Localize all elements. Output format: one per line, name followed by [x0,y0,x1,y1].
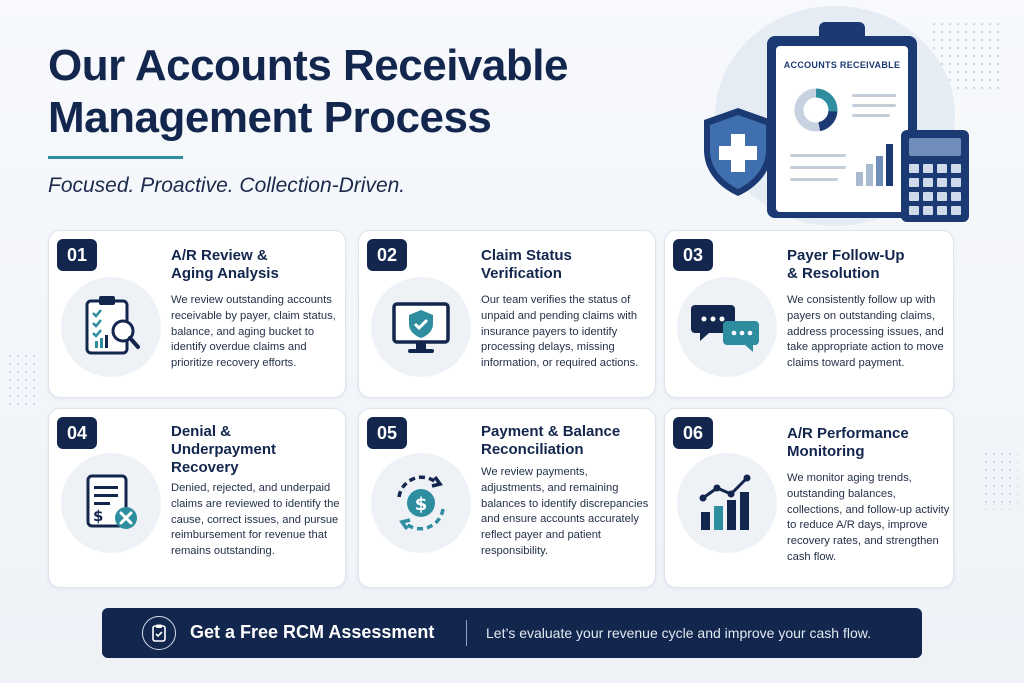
text-line [790,178,838,181]
calculator-key [909,192,919,201]
step-card-04 [48,408,346,588]
step-title-line2: Monitoring [787,443,865,460]
svg-text:$: $ [414,494,428,515]
step-number-badge: 06 [673,417,713,449]
calculator-key [909,164,919,173]
title-underline [48,156,183,159]
step-card-03 [664,230,954,398]
step-icon-circle [371,453,471,553]
donut-chart-icon [792,86,840,134]
step-icon-circle [61,453,161,553]
step-icon-circle [677,453,777,553]
calculator-icon [901,130,969,222]
calculator-key [937,206,947,215]
step-title [171,423,341,477]
text-line [790,166,846,169]
text-line [790,154,846,157]
dollar-cycle-icon [385,467,457,539]
page-title-line1: Our Accounts Receivable [48,41,568,90]
clipboard-magnifier-icon [75,291,147,363]
step-card-01 [48,230,346,398]
cta-button-label[interactable]: Get a Free RCM Assessment [190,622,435,642]
step-title-line1: A/R Review & [171,247,268,264]
step-card-06 [664,408,954,588]
step-title-line2: Verification [481,265,562,282]
step-title-line1: Payment & Balance [481,423,621,440]
text-line [852,94,896,97]
calculator-key [923,206,933,215]
step-title-line1: Claim Status [481,247,572,264]
calculator-key [923,192,933,201]
hero-illustration [690,6,990,226]
step-title-line1: Payer Follow-Up [787,247,905,264]
calculator-screen [909,138,961,156]
calculator-key [909,206,919,215]
step-icon-circle [677,277,777,377]
text-line [852,104,896,107]
step-card-05 [358,408,656,588]
step-number-badge: 03 [673,239,713,271]
page-title [48,40,668,144]
step-title-line3: Recovery [171,459,239,476]
document-denied-icon [76,468,146,538]
calculator-key [951,206,961,215]
clipboard-check-icon [142,616,176,650]
step-icon-circle [371,277,471,377]
trend-chart-icon [691,470,763,536]
step-description: Denied, rejected, and underpaid claims are reviewed to identify the cause, correct issues, and pursue reimbursement for revenue that remains outstanding. [171,482,340,558]
calculator-key [951,178,961,187]
step-title-line2: Aging Analysis [171,265,279,282]
text-line [852,114,890,117]
calculator-key [937,192,947,201]
step-title-line1: Denial & [171,423,232,440]
step-icon-circle [61,277,161,377]
cta-banner[interactable] [102,608,922,658]
step-title-line2: & Resolution [787,265,880,282]
step-title-line1: A/R Performance [787,425,909,442]
calculator-key [937,164,947,173]
decorative-dots [6,352,40,408]
clipboard-paper [776,46,908,212]
step-description: We consistently follow up with payers on outstanding claims, address processing issues, and take appropriate action to move claims toward payment. [787,294,944,370]
calculator-key [937,178,947,187]
step-description: We review payments, adjustments, and remaining balances to identify discrepancies and ensure accounts accurately reflect payer and patient responsibility. [481,466,649,557]
step-title [171,247,341,283]
monitor-shield-icon [386,292,456,362]
step-title-line2: Reconciliation [481,441,584,458]
step-number-badge: 01 [57,239,97,271]
calculator-key [909,178,919,187]
step-number-badge: 02 [367,239,407,271]
step-title [481,247,651,283]
calculator-key [951,164,961,173]
clipboard-title: ACCOUNTS RECEIVABLE [783,60,901,70]
step-title [481,423,651,459]
calculator-key [923,178,933,187]
step-number-badge: 04 [57,417,97,449]
step-description: Our team verifies the status of unpaid and pending claims with insurance payers to identify processing delays, missing information, or required actions. [481,294,639,370]
calculator-key [923,164,933,173]
cta-divider [466,620,467,646]
step-title [787,425,957,461]
step-title [787,247,957,283]
clipboard-icon [767,36,917,218]
shield-medical-icon [700,106,776,198]
clipboard-clip [819,22,865,44]
bar-chart-icon [856,138,902,188]
svg-text:$: $ [93,507,104,525]
chat-bubbles-icon [689,295,765,359]
cta-subtext: Let’s evaluate your revenue cycle and improve your cash flow. [486,625,871,641]
step-description: We review outstanding accounts receivable by payer, claim status, balance, and aging bucket to identify overdue claims and prioritize recovery efforts. [171,294,336,370]
step-card-02 [358,230,656,398]
step-number-badge: 05 [367,417,407,449]
tagline: Focused. Proactive. Collection-Driven. [48,174,406,197]
step-description: We monitor aging trends, outstanding balances, collections, and follow-up activity to reduce A/R days, improve recovery rates, and strengthen cash flow. [787,472,950,563]
decorative-dots [982,450,1018,510]
calculator-key [951,192,961,201]
page-title-line2: Management Process [48,93,492,142]
step-title-line2: Underpayment [171,441,277,458]
